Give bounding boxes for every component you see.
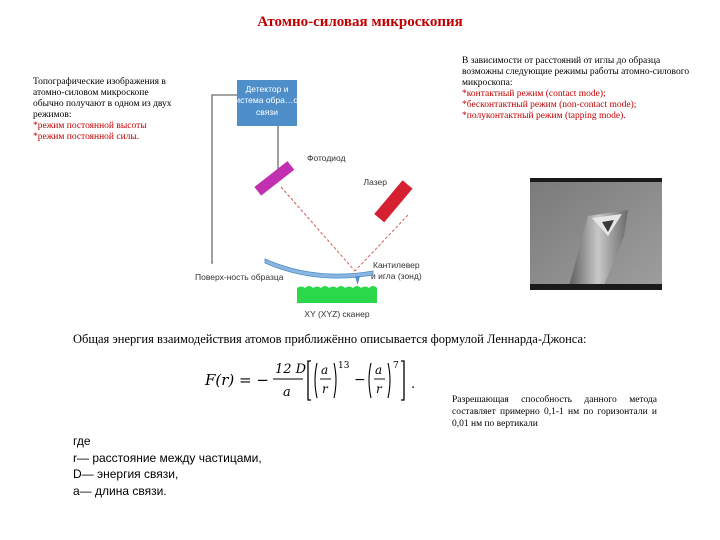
formula-period: .	[411, 377, 416, 392]
paren-2-left	[369, 363, 371, 398]
bracket-left	[308, 361, 311, 400]
resolution-note: Разрешающая способность данного метода составляет примерно 0,1-1 нм по горизонтали и 0,01 нм по вертикали	[452, 395, 657, 429]
sem-image	[530, 178, 662, 290]
lennard-jones-formula	[205, 358, 445, 404]
detector-label-2: система обра…ой	[231, 95, 303, 105]
where-r: r— расстояние между частицами,	[73, 450, 262, 465]
afm-diagram	[195, 75, 422, 325]
paren-2-right	[388, 363, 390, 398]
left-note-mode-1: *режим постоянной высоты	[33, 121, 147, 131]
right-note	[462, 56, 702, 122]
frac1-num: a	[321, 363, 329, 377]
formula-coef: 12 D	[275, 362, 307, 377]
formula-intro: Общая энергия взаимодействия атомов приближённо описывается формулой Леннарда-Джонса:	[73, 332, 587, 346]
power-13: 13	[338, 361, 350, 371]
sample-surface	[297, 286, 377, 294]
where-head: где	[73, 434, 91, 448]
paren-1-right	[334, 363, 336, 398]
paren-1-left	[315, 363, 317, 398]
surface-label: Поверх-ность образца	[195, 272, 284, 282]
cantilever-label-2: и игла (зонд)	[371, 271, 422, 281]
detector-label-3: связи	[256, 107, 278, 117]
reflected-beam	[281, 187, 355, 271]
frac1-den: r	[322, 382, 328, 396]
photodiode	[254, 161, 294, 196]
variable-legend	[73, 433, 262, 499]
formula-lhs: F(r) = −	[205, 371, 269, 389]
formula-minus: −	[354, 372, 366, 388]
page-title: Атомно-силовая микроскопия	[257, 14, 463, 30]
power-7: 7	[393, 361, 399, 371]
where-a: a— длина связи.	[73, 483, 167, 498]
left-note	[33, 77, 173, 143]
detector-label-1: Детектор и	[245, 84, 289, 94]
formula-den: a	[283, 385, 291, 400]
sem-top-bar	[530, 178, 662, 182]
right-note-text: В зависимости от расстояний от иглы до образца возможны следующие режимы работы атомно-силового микроскопа:	[462, 56, 690, 88]
cantilever-label-1: Кантилевер	[373, 260, 420, 270]
feedback-line-left	[212, 95, 237, 263]
right-note-mode-2: *бесконтактный режим (non-contact mode);	[462, 100, 637, 110]
where-d: D— энергия связи,	[73, 467, 179, 481]
frac2-den: r	[376, 382, 382, 396]
scanner	[297, 294, 377, 303]
sem-scale-bar	[530, 284, 662, 290]
frac2-num: a	[375, 363, 383, 377]
scanner-label: XY (XYZ) сканер	[304, 309, 370, 319]
probe-tip	[355, 276, 360, 285]
right-note-mode-1: *контактный режим (contact mode);	[462, 89, 606, 99]
laser-label: Лазер	[363, 177, 387, 187]
left-note-mode-2: *режим постоянной силы.	[33, 132, 140, 142]
right-note-mode-3: *полуконтактный режим (tapping mode).	[462, 111, 626, 121]
photodiode-label: Фотодиод	[307, 153, 346, 163]
bracket-right	[401, 361, 404, 400]
left-note-text: Топографические изображения в атомно-силовом микроскопе обычно получают в одном из двух режимов:	[33, 77, 172, 120]
